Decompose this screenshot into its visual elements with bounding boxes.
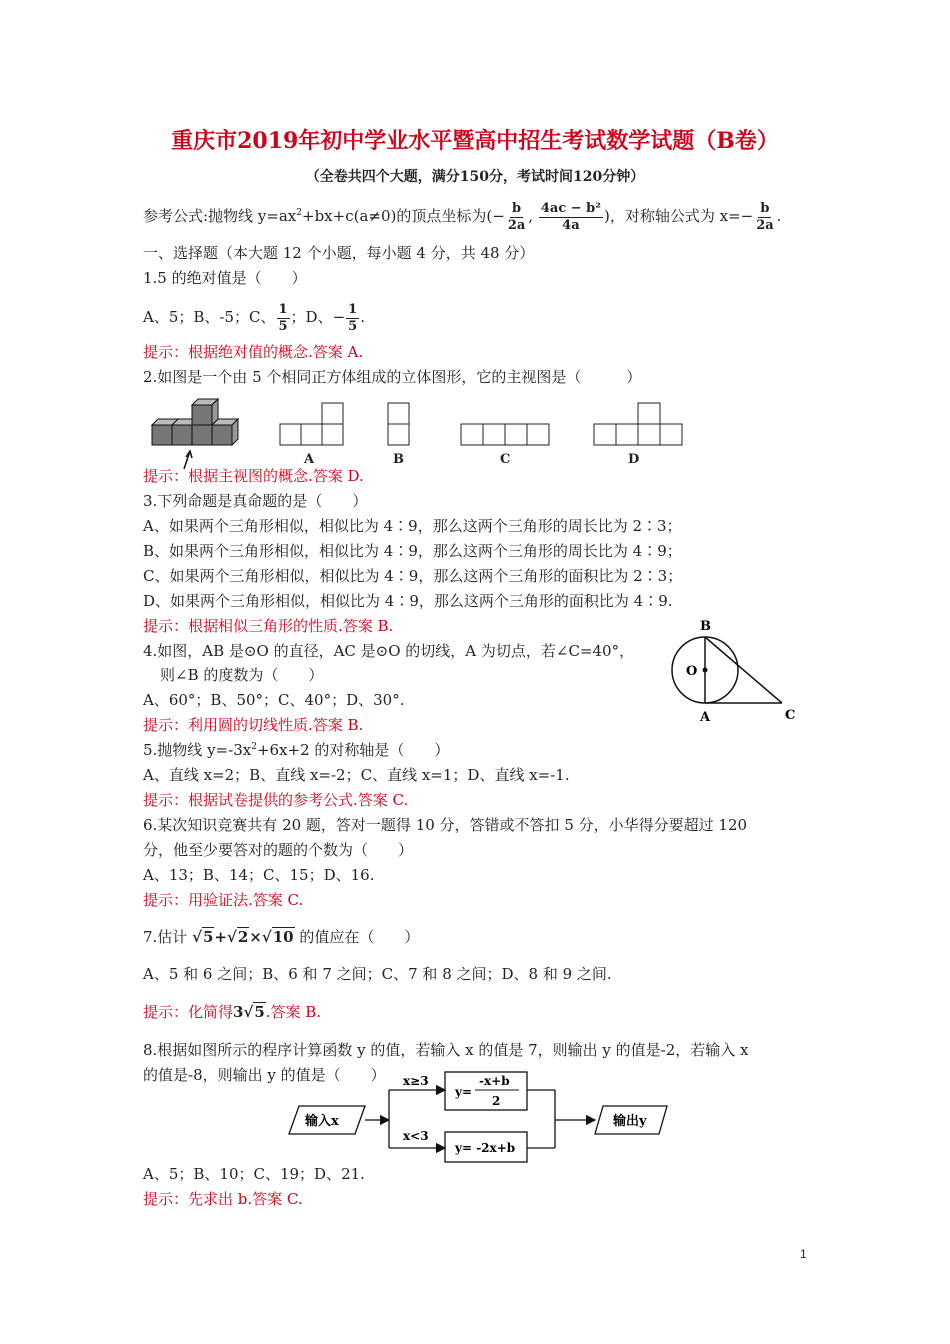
sqrt-expression: √5 (192, 928, 214, 946)
q6-hint: 提示：用验证法.答案 C. (143, 891, 304, 909)
q3-stem: 3.下列命题是真命题的是（ ） (143, 492, 368, 510)
q8-flowchart (285, 1068, 675, 1168)
q8-hint: 提示：先求出 b.答案 C. (143, 1190, 303, 1208)
page-subtitle: （全卷共四个大题，满分150分，考试时间120分钟） (305, 169, 645, 185)
radicand: 10 (272, 928, 294, 946)
denominator: 2a (507, 217, 526, 233)
condition-top: x≥3 (403, 1074, 429, 1088)
top-formula-denominator: 2 (492, 1094, 501, 1108)
fraction (506, 202, 527, 232)
q7-stem (143, 930, 419, 945)
q6-options: A、13；B、14；C、15；D、16. (143, 866, 375, 884)
page-title: 重庆市2019年初中学业水平暨高中招生考试数学试题（B卷） (171, 128, 779, 154)
numerator: 1 (348, 302, 358, 317)
q2-label-c: C (500, 452, 511, 467)
q2-option-b-figure (388, 403, 409, 445)
comma: , (528, 207, 534, 226)
stem-text: 5.抛物线 y=-3x (143, 741, 252, 759)
hint-text: .答案 B. (265, 1003, 322, 1021)
period: . (360, 308, 365, 327)
q3-hint: 提示：根据相似三角形的性质.答案 B. (143, 617, 394, 635)
q5-hint: 提示：根据试卷提供的参考公式.答案 C. (143, 791, 409, 809)
minus-sign: − (332, 308, 346, 327)
q8-options: A、5；B、10；C、19；D、21. (143, 1165, 365, 1183)
q2-option-a-figure (280, 403, 343, 445)
numerator: b (512, 201, 522, 216)
input-label: 输入x (305, 1114, 339, 1129)
times-sign: × (249, 928, 262, 946)
q2-figure (140, 395, 700, 470)
q4-options: A、60°；B、50°；C、40°；D、30°. (143, 691, 405, 709)
hint-text: 提示：化简得 (143, 1003, 234, 1021)
period: . (776, 207, 782, 226)
sqrt-expression: √10 (261, 928, 294, 946)
sqrt-expression: √2 (226, 928, 249, 946)
top-formula-prefix: y= (455, 1085, 473, 1099)
label-c: C (785, 708, 796, 723)
denominator: 4a (562, 217, 580, 233)
fraction (346, 303, 359, 333)
bottom-formula: y= -2x+b (455, 1141, 516, 1155)
q2-label-a: A (304, 452, 315, 467)
q2-option-c-figure (461, 424, 549, 445)
cube-figure (152, 399, 238, 445)
q4-stem: 4.如图，AB 是⊙O 的直径，AC 是⊙O 的切线，A 为切点，若∠C=40°， (143, 642, 635, 660)
section-heading: 一、选择题（本大题 12 个小题，每小题 4 分，共 48 分） (143, 244, 535, 262)
stem-text: 7.估计 (143, 928, 188, 946)
q2-option-d-figure (594, 403, 682, 445)
minus-sign: − (492, 207, 505, 226)
q1-options (143, 303, 365, 333)
q7-options: A、5 和 6 之间；B、6 和 7 之间；C、7 和 8 之间；D、8 和 9 之间. (143, 965, 612, 983)
denominator: 5 (278, 318, 288, 334)
stem-text: 的值应在（ ） (299, 928, 420, 946)
q4-hint: 提示：利用圆的切线性质.答案 B. (143, 716, 364, 734)
q2-label-b: B (393, 452, 404, 467)
option-text: A、5；B、-5；C、 (143, 308, 276, 327)
q1-hint: 提示：根据绝对值的概念.答案 A. (143, 343, 364, 361)
label-b: B (700, 619, 711, 634)
denominator: 5 (348, 318, 358, 334)
q4-circle-figure (660, 615, 810, 730)
coefficient: 3 (233, 1003, 244, 1021)
fraction (754, 202, 775, 232)
fraction (539, 202, 603, 232)
q2-label-d: D (628, 452, 640, 467)
stem-text: +6x+2 的对称轴是（ ） (256, 741, 450, 759)
output-label: 输出y (613, 1114, 647, 1129)
q5-stem (143, 743, 449, 758)
q7-hint (143, 1005, 321, 1020)
denominator: 2a (756, 217, 774, 233)
q8-stem: 8.根据如图所示的程序计算函数 y 的值，若输入 x 的值是 7，则输出 y 的值是-2，若输入 x (143, 1041, 749, 1059)
q5-options: A、直线 x=2；B、直线 x=-2；C、直线 x=1；D、直线 x=-1. (143, 766, 570, 784)
fraction (277, 303, 290, 333)
q2-stem: 2.如图是一个由 5 个相同正方体组成的立体图形，它的主视图是（ ） (143, 368, 642, 386)
numerator: b (760, 201, 770, 216)
formula-sup: 2 (296, 208, 303, 219)
label-a: A (700, 710, 711, 725)
q3-option: C、如果两个三角形相似，相似比为 4∶9，那么这两个三角形的面积比为 2∶3； (143, 567, 683, 585)
q3-option: B、如果两个三角形相似，相似比为 4∶9，那么这两个三角形的周长比为 4∶9； (143, 542, 682, 560)
formula-text: )，对称轴公式为 x= (603, 207, 741, 226)
sqrt-expression: √5 (243, 1003, 265, 1021)
formula-text: 参考公式:抛物线 y=ax (143, 207, 297, 226)
q3-option: A、如果两个三角形相似，相似比为 4∶9，那么这两个三角形的周长比为 2∶3； (143, 517, 682, 535)
minus-sign: − (740, 207, 754, 226)
numerator: 4ac − b² (540, 201, 601, 216)
formula-text: +bx+c(a≠0)的顶点坐标为( (302, 207, 493, 226)
q2-hint: 提示：根据主视图的概念.答案 D. (143, 467, 364, 485)
label-o: O (686, 664, 698, 679)
q6-stem: 6.某次知识竞赛共有 20 题，答对一题得 10 分，答错或不答扣 5 分，小华得分要超过 120 (143, 816, 748, 834)
numerator: 1 (278, 302, 288, 317)
q4-stem: 则∠B 的度数为（ ） (160, 666, 324, 684)
radicand: 5 (254, 1003, 265, 1021)
option-text: ；D、 (290, 308, 333, 327)
radicand: 5 (202, 928, 214, 946)
page-number: 1 (800, 1247, 807, 1261)
reference-formula (143, 202, 781, 232)
condition-bottom: x<3 (403, 1129, 429, 1143)
q8-stem: 的值是-8，则输出 y 的值是（ ） (143, 1066, 386, 1084)
radicand: 2 (237, 928, 249, 946)
q6-stem: 分，他至少要答对的题的个数为（ ） (143, 841, 414, 859)
q3-option: D、如果两个三角形相似，相似比为 4∶9，那么这两个三角形的面积比为 4∶9. (143, 592, 673, 610)
plus-sign: + (214, 928, 227, 946)
exponent: 2 (251, 742, 257, 752)
q1-stem: 1.5 的绝对值是（ ） (143, 269, 307, 287)
top-formula-numerator: -x+b (479, 1074, 510, 1088)
